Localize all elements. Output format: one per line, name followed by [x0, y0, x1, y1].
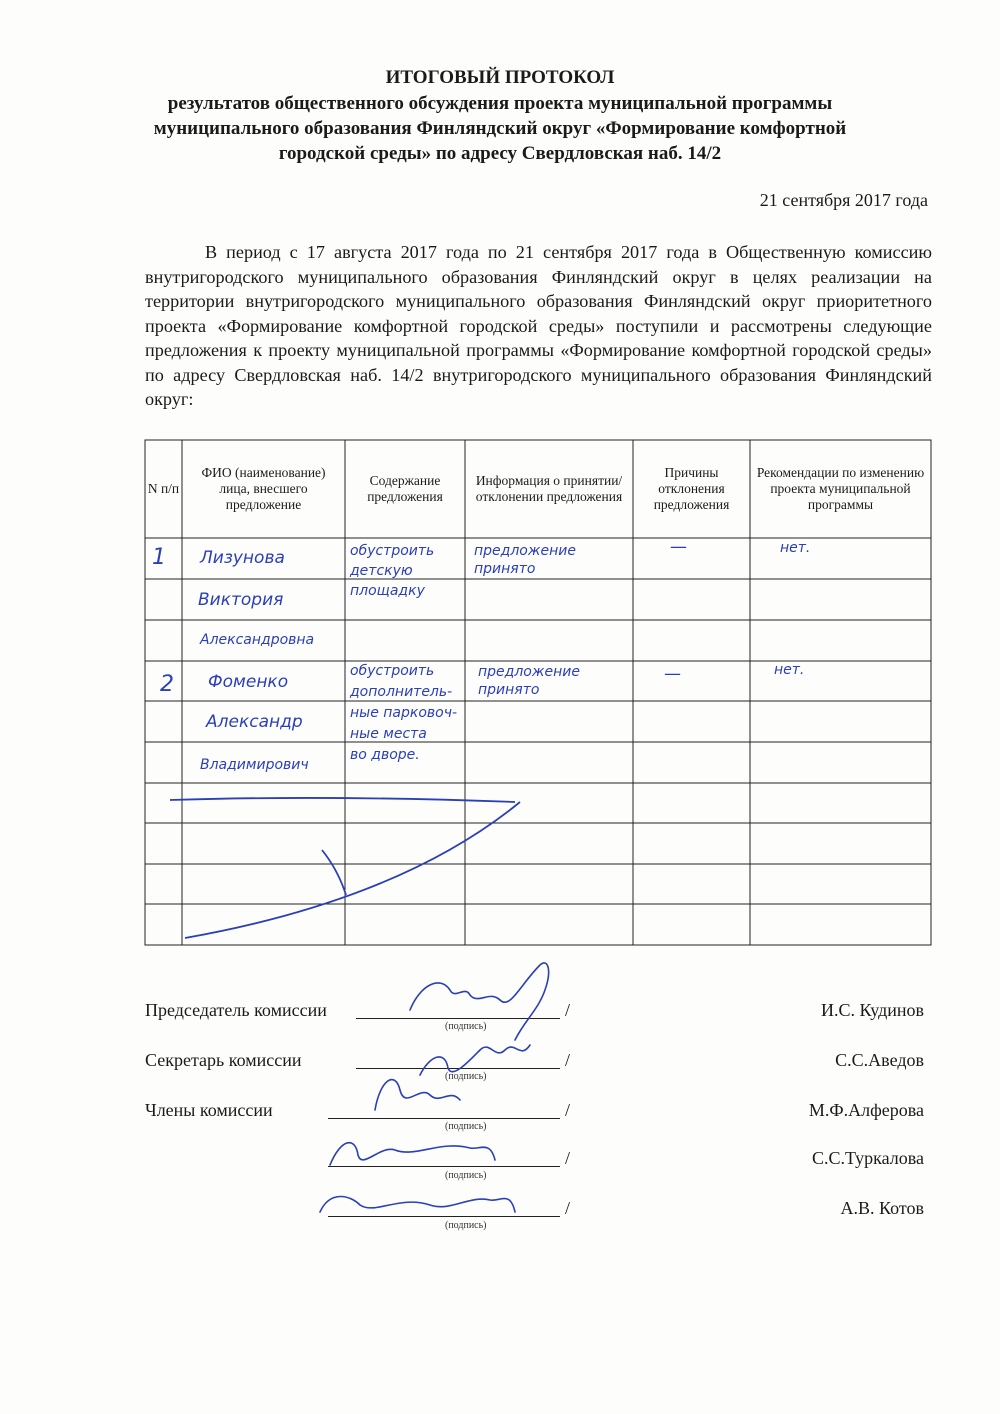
- subtitle-line-1: результатов общественного обсуждения проекта муниципальной программы: [167, 93, 833, 114]
- col-header-num: N п/п: [147, 481, 180, 496]
- secretary-sign-caption: (подпись): [445, 1071, 487, 1082]
- chairman-signature: [410, 963, 549, 1040]
- subtitle-line-3: городской среды» по адресу Свердловская наб. 14/2: [278, 143, 722, 164]
- secretary-label: Секретарь комиссии: [145, 1050, 302, 1070]
- entry-2-content-line-1: обустроить: [350, 663, 435, 679]
- entry-1-decision-line-1: предложение: [474, 543, 576, 559]
- entry-1-name-line-2: Виктория: [198, 590, 284, 610]
- entry-2-name-line-1: Фоменко: [208, 672, 289, 692]
- entry-2-name-line-2: Александр: [206, 712, 303, 732]
- entry-2-recommendation: нет.: [774, 662, 805, 678]
- col-header-content: Содержание предложения: [367, 473, 443, 504]
- document-date: 21 сентября 2017 года: [759, 190, 928, 210]
- member-1-signature: [375, 1080, 460, 1110]
- col-header-decision: Информация о принятии/ отклонении предложения: [475, 473, 623, 504]
- col-header-name: ФИО (наименование) лица, внесшего предложение: [201, 465, 326, 512]
- member-3-signature: [320, 1196, 515, 1212]
- member-3-name: А.В. Котов: [840, 1198, 924, 1218]
- col-header-recommendation: Рекомендации по изменению проекта муниципальной программы: [756, 465, 925, 512]
- member-2-sign-caption: (подпись): [445, 1170, 487, 1181]
- subtitle-line-2: муниципального образования Финляндский округ «Формирование комфортной: [153, 118, 847, 139]
- entry-2-num: 2: [160, 672, 174, 697]
- chairman-slash: /: [565, 1000, 571, 1020]
- member-1-name: М.Ф.Алферова: [808, 1100, 924, 1120]
- entry-1-recommendation: нет.: [780, 540, 811, 556]
- entry-1-content-line-1: обустроить: [350, 543, 435, 559]
- entry-1-content-line-2: детскую: [350, 563, 413, 579]
- secretary-slash: /: [565, 1050, 571, 1070]
- member-3-slash: /: [565, 1198, 571, 1218]
- secretary-signature: [420, 1045, 530, 1075]
- entry-1-name-line-1: Лизунова: [200, 548, 285, 568]
- entry-2-decision-line-2: принято: [478, 682, 540, 698]
- members-label: Члены комиссии: [145, 1100, 273, 1120]
- entry-1-content-line-3: площадку: [350, 583, 425, 599]
- chairman-label: Председатель комиссии: [145, 1000, 327, 1020]
- member-2-name: С.С.Туркалова: [812, 1148, 924, 1168]
- member-3-sign-caption: (подпись): [445, 1220, 487, 1231]
- document-title: ИТОГОВЫЙ ПРОТОКОЛ: [385, 67, 615, 88]
- chairman-name: И.С. Кудинов: [821, 1000, 924, 1020]
- secretary-name: С.С.Аведов: [835, 1050, 924, 1070]
- member-1-slash: /: [565, 1100, 571, 1120]
- entry-2-name-line-3: Владимирович: [200, 757, 309, 773]
- entry-2-decision-line-1: предложение: [478, 664, 580, 680]
- member-2-slash: /: [565, 1148, 571, 1168]
- entry-2-reason: —: [664, 664, 681, 684]
- entry-2-content-line-2: дополнитель-: [350, 684, 453, 700]
- entry-2-content-line-4: ные места: [350, 726, 427, 742]
- entry-1-name-line-3: Александровна: [200, 632, 315, 648]
- col-header-reason: Причины отклонения предложения: [653, 465, 730, 512]
- chairman-sign-caption: (подпись): [445, 1021, 487, 1032]
- body-paragraph-text: В период с 17 августа 2017 года по 21 сентября 2017 года в Общественную комиссию внутригородского муниципального образования Финляндский округ в целях реализации на территории внутригородского муниципального образования Финляндский округ приоритетного проекта «Формирование комфортной городской среды» поступили и рассмотрены следующие предложения к проекту муниципальной программы «Формирование комфортной городской среды» по адресу Свердловская наб. 14/2 внутригородского муниципального образования Финляндский округ:: [145, 242, 932, 409]
- entry-1-reason: —: [670, 537, 687, 557]
- entry-1-decision-line-2: принято: [474, 561, 536, 577]
- member-1-sign-caption: (подпись): [445, 1121, 487, 1132]
- entry-2-content-line-5: во дворе.: [350, 747, 420, 763]
- entry-2-content-line-3: ные парковоч-: [350, 705, 458, 721]
- member-2-signature: [330, 1143, 495, 1165]
- entry-1-num: 1: [152, 545, 166, 570]
